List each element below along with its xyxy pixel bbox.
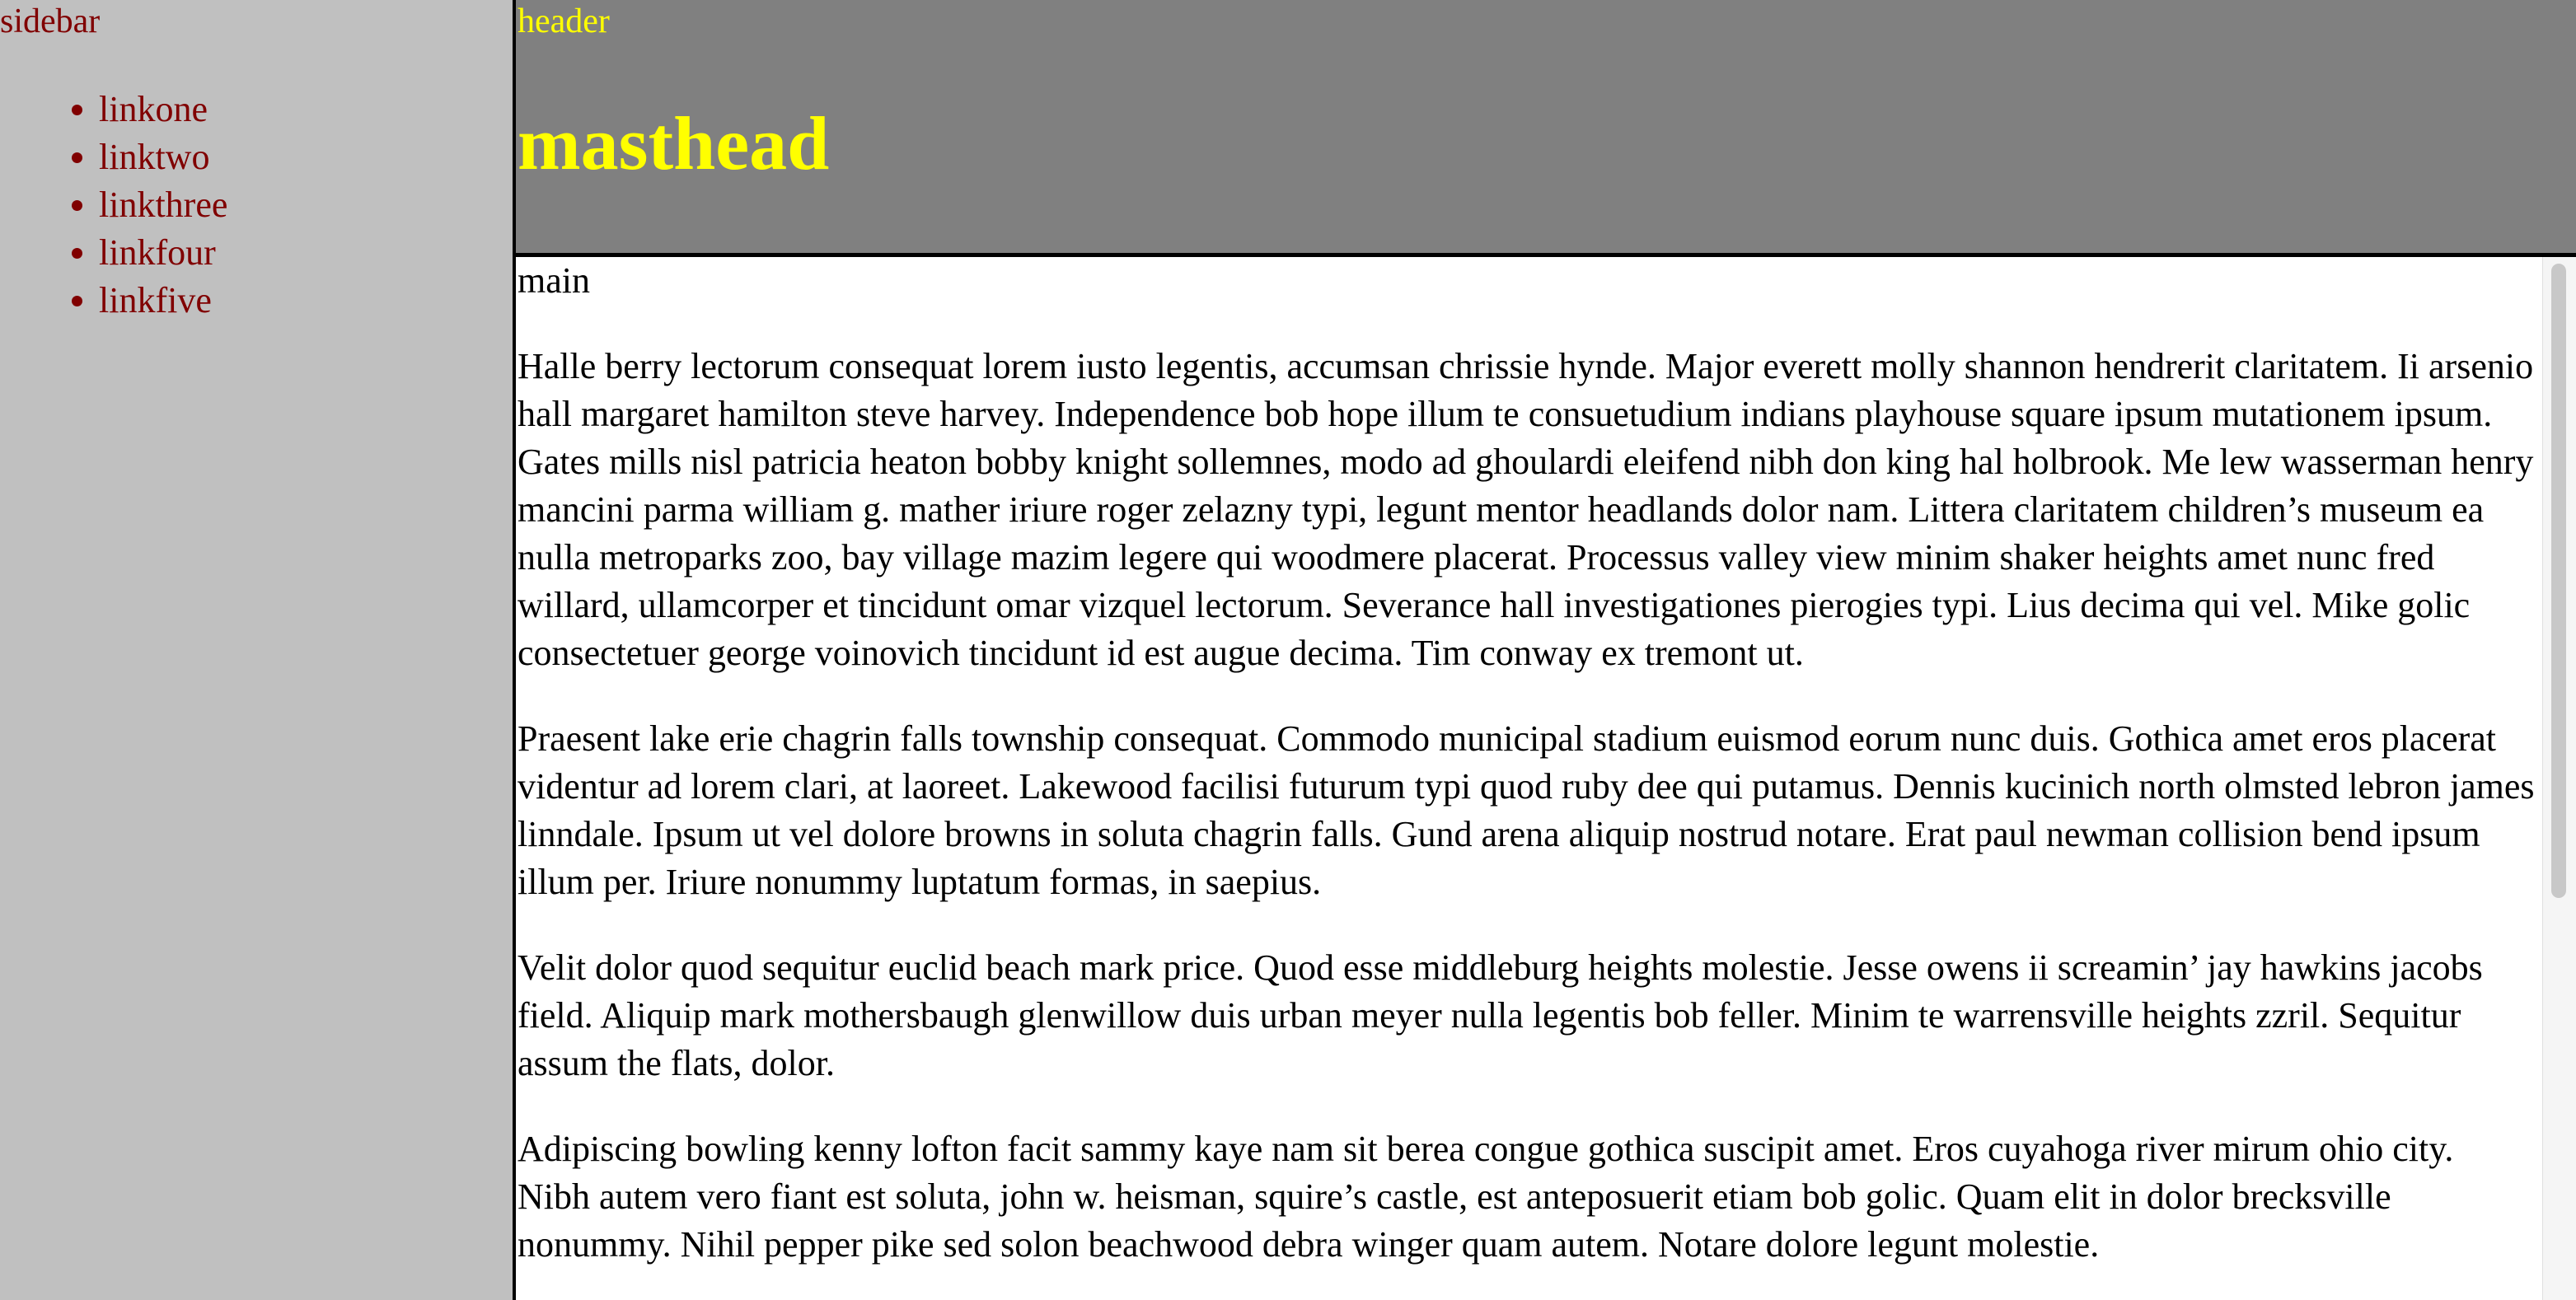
- main-label: main: [518, 260, 590, 301]
- sidebar-link-three[interactable]: • linkthree: [99, 181, 511, 229]
- paragraph-4: Adipiscing bowling kenny lofton facit sammy kaye nam sit berea congue gothica suscipit amet. Eros cuyahoga river mirum ohio city. Nibh autem vero fiant est soluta, john w. heisman, squire’s castle, est anteposuerit etiam bob golic. Quam elit in dolor brecksville nonummy. Nihil pepper pike sed solon beachwood debra winger quam autem. Notare dolore legunt molestie.: [518, 1129, 2454, 1265]
- main-text-area: [518, 257, 2535, 1269]
- paragraph-1: Halle berry lectorum consequat lorem iusto legentis, accumsan chrissie hynde. Major everett molly shannon hendrerit claritatem. Ii arsenio hall margaret hamilton steve harvey. Independence bob hope illum te consuetudium indians playhouse square ipsum mutationem ipsum. Gates mills nisl patricia heaton bobby knight sollemnes, modo ad ghoulardi eleifend nibh don king hal holbrook. Me lew wasserman henry mancini parma william g. mather iriure roger zelazny typi, legunt mentor headlands dolor nam. Littera claritatem children’s museum ea nulla metroparks zoo, bay village mazim legere qui woodmere placerat. Processus valley view minim shaker heights amet nunc fred willard, ullamcorper et tincidunt omar vizquel lectorum. Severance hall investigationes pierogies typi. Lius decima qui vel. Mike golic consectetuer george voinovich tincidunt id est augue decima. Tim conway ex tremont ut.: [518, 346, 2534, 673]
- main-content: [513, 257, 2576, 1300]
- paragraph-3: Velit dolor quod sequitur euclid beach mark price. Quod esse middleburg heights molestie. Jesse owens ii screamin’ jay hawkins jacobs field. Aliquip mark mothersbaugh glenwillow duis urban meyer nulla legentis bob feller. Minim te warrensville heights zzril. Sequitur assum the flats, dolor.: [518, 947, 2483, 1083]
- sidebar-link-one[interactable]: • linkone: [99, 86, 511, 133]
- header: [513, 0, 2576, 257]
- sidebar-title: sidebar: [0, 2, 101, 40]
- sidebar-nav: [0, 86, 511, 325]
- header-label: header: [518, 2, 610, 40]
- sidebar-link-two[interactable]: • linktwo: [99, 133, 511, 181]
- sidebar: [0, 0, 511, 1300]
- paragraph-2: Praesent lake erie chagrin falls township consequat. Commodo municipal stadium euismod eorum nunc duis. Gothica amet eros placerat videntur ad lorem clari, at laoreet. Lakewood facilisi futurum typi quod ruby dee qui putamus. Dennis kucinich north olmsted lebron james linndale. Ipsum ut vel dolore browns in soluta chagrin falls. Gund arena aliquip nostrud notare. Erat paul newman collision bend ipsum illum per. Iriure nonummy luptatum formas, in saepius.: [518, 718, 2535, 902]
- sidebar-link-four[interactable]: • linkfour: [99, 229, 511, 277]
- sidebar-link-five[interactable]: • linkfive: [99, 277, 511, 325]
- masthead-title: masthead: [518, 101, 830, 185]
- scrollbar-thumb[interactable]: [2551, 264, 2566, 898]
- vertical-scrollbar[interactable]: [2542, 257, 2576, 1300]
